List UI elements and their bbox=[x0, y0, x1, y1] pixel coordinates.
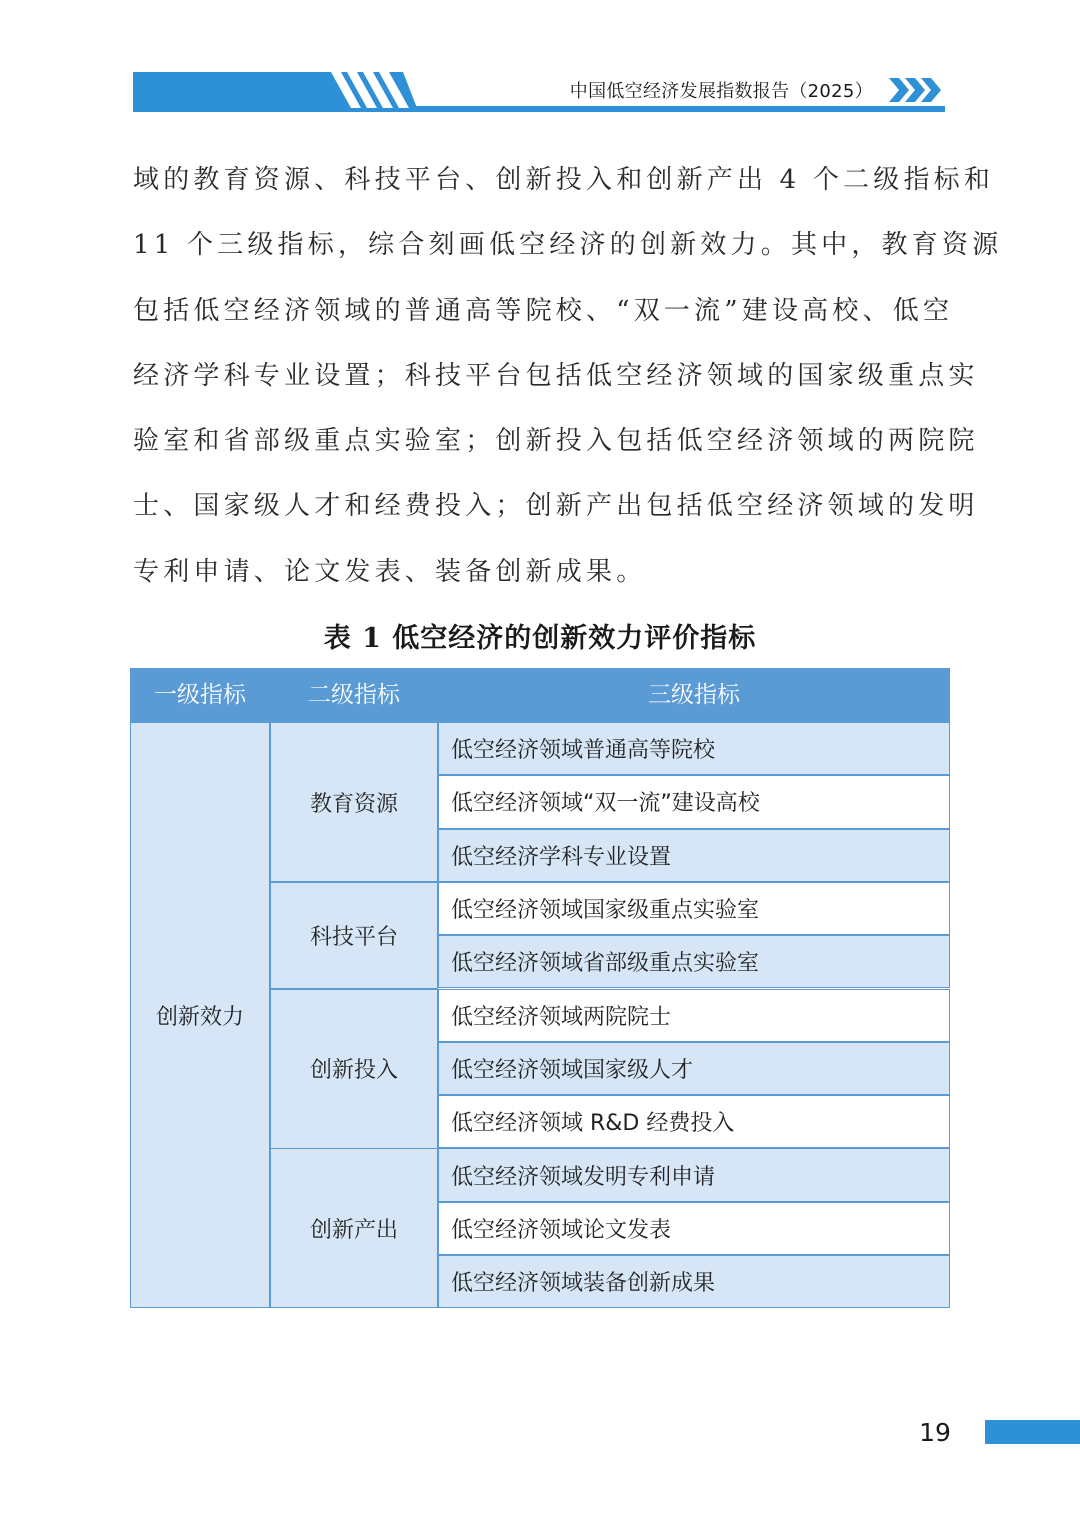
paragraph-line: 11 个三级指标，综合刻画低空经济的创新效力。其中，教育资源 bbox=[133, 230, 1003, 261]
level1-label: 创新效力 bbox=[155, 1004, 244, 1030]
paragraph-line: 域的教育资源、科技平台、创新投入和创新产出 4 个二级指标和 bbox=[133, 165, 995, 195]
level2-cell bbox=[270, 882, 438, 989]
level3-cell: 低空经济领域国家级人才 bbox=[438, 1042, 950, 1095]
level3-cell: 低空经济领域普通高等院校 bbox=[438, 722, 950, 775]
level3-cell: 低空经济领域 R&D 经费投入 bbox=[438, 1095, 950, 1148]
paragraph-line: 包括低空经济领域的普通高等院校、“双一流”建设高校、低空 bbox=[133, 295, 954, 326]
level3-cell: 低空经济领域发明专利申请 bbox=[438, 1148, 950, 1201]
level1-cell bbox=[130, 722, 270, 1308]
level2-cell bbox=[270, 1148, 438, 1308]
level2-label: 创新产出 bbox=[309, 1217, 398, 1243]
paragraph-line: 验室和省部级重点实验室；创新投入包括低空经济领域的两院院 bbox=[133, 426, 979, 457]
table-header-row bbox=[130, 668, 950, 722]
level2-label: 科技平台 bbox=[309, 924, 398, 950]
level2-label: 教育资源 bbox=[309, 791, 398, 817]
page-header bbox=[133, 72, 945, 112]
header-level2: 二级指标 bbox=[308, 682, 400, 708]
footer-accent-bar bbox=[985, 1420, 1080, 1444]
report-title: 中国低空经济发展指数报告（2025） bbox=[569, 81, 873, 102]
level3-cell: 低空经济学科专业设置 bbox=[438, 829, 950, 882]
paragraph-line: 经济学科专业设置；科技平台包括低空经济领域的国家级重点实 bbox=[133, 360, 979, 391]
page-number: 19 bbox=[919, 1418, 951, 1447]
header-level1: 一级指标 bbox=[154, 682, 246, 708]
level3-cell: 低空经济领域省部级重点实验室 bbox=[438, 935, 950, 988]
level2-cell bbox=[270, 722, 438, 882]
paragraph-line: 专利申请、论文发表、装备创新成果。 bbox=[133, 556, 647, 587]
level2-cell bbox=[270, 989, 438, 1149]
level3-cell: 低空经济领域装备创新成果 bbox=[438, 1255, 950, 1308]
paragraph-line: 士、国家级人才和经费投入；创新产出包括低空经济领域的发明 bbox=[133, 491, 979, 522]
level3-cell: 低空经济领域论文发表 bbox=[438, 1202, 950, 1255]
level3-cell: 低空经济领域“双一流”建设高校 bbox=[438, 775, 950, 828]
level3-cell: 低空经济领域两院院士 bbox=[438, 989, 950, 1042]
level2-label: 创新投入 bbox=[309, 1058, 398, 1083]
indicator-table bbox=[130, 668, 950, 1308]
table-caption: 表 1 低空经济的创新效力评价指标 bbox=[323, 623, 757, 654]
header-level3: 三级指标 bbox=[648, 682, 740, 708]
level3-cell: 低空经济领域国家级重点实验室 bbox=[438, 882, 950, 935]
body-paragraph bbox=[133, 148, 1003, 605]
